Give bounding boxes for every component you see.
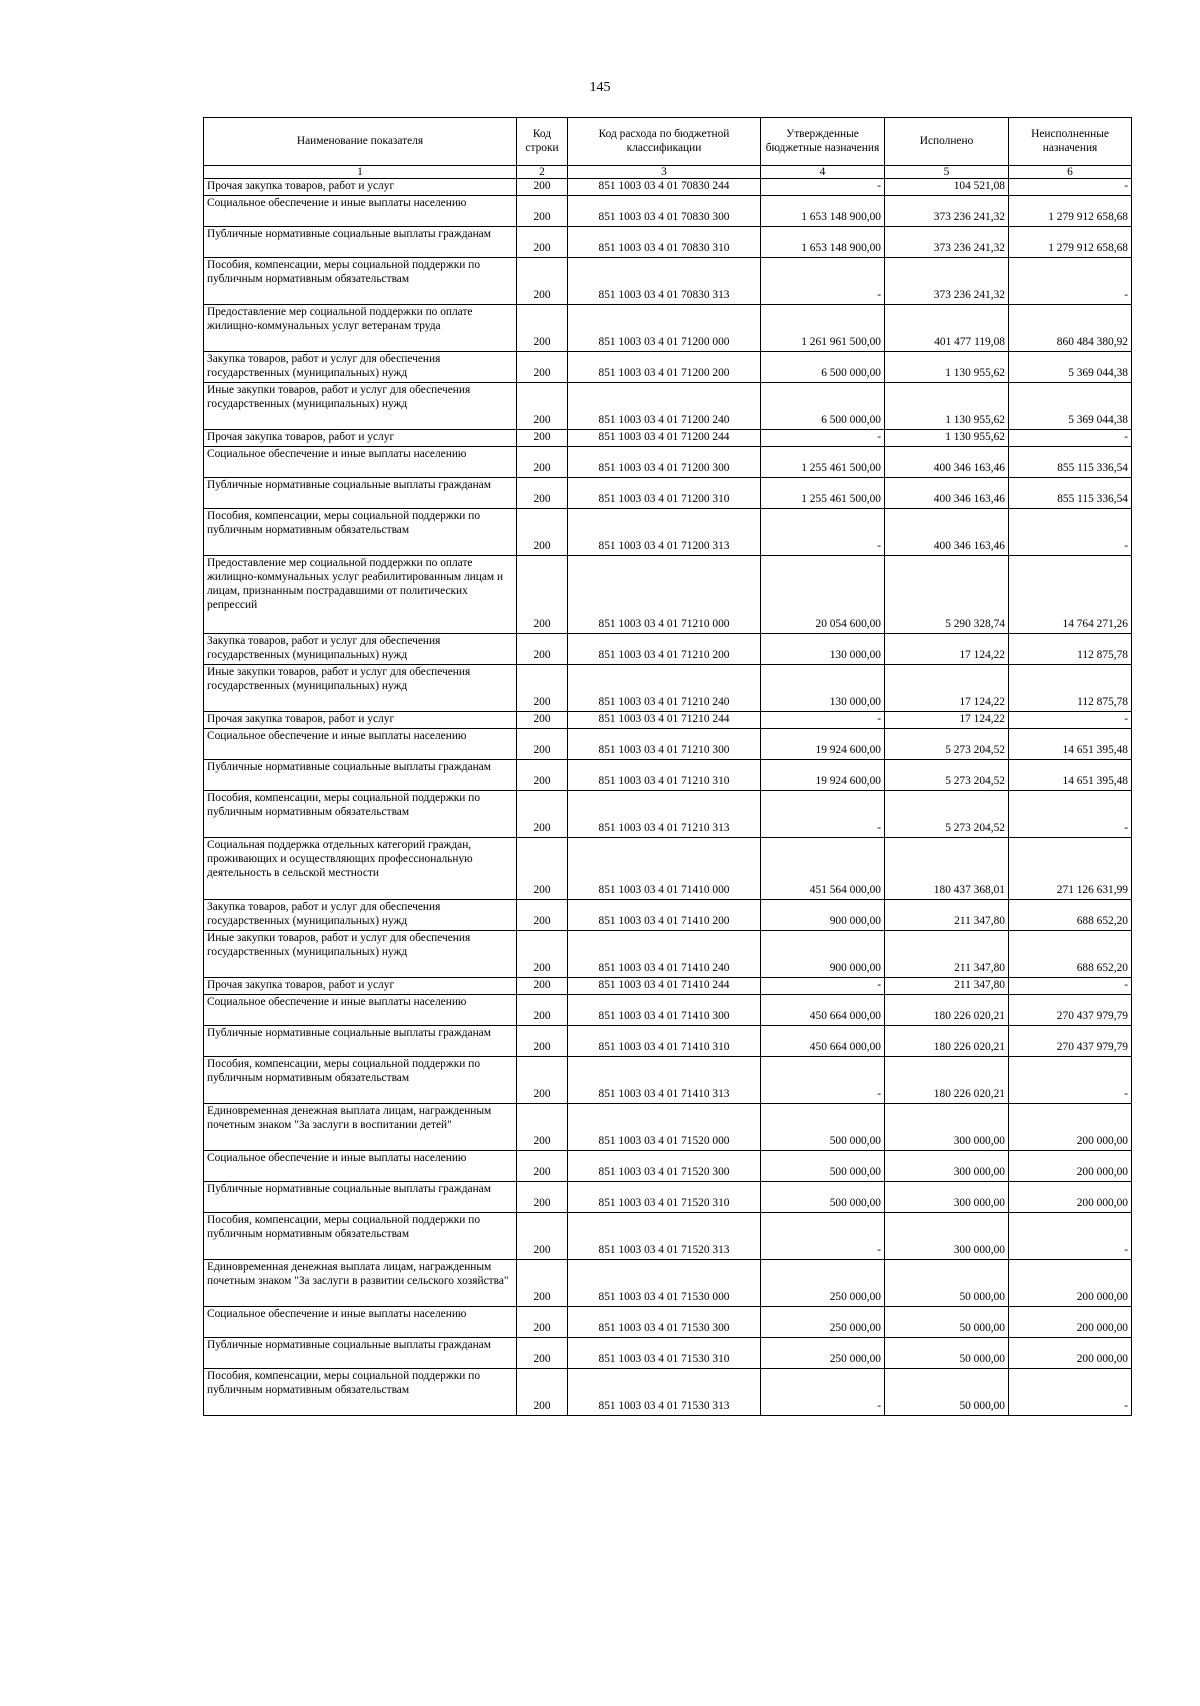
row-executed: 373 236 241,32 [885,257,1009,304]
row-unexecuted: 200 000,00 [1009,1259,1132,1306]
table-row [204,1103,1132,1150]
header-unexecuted: Неисполненные назначения [1009,118,1132,166]
row-approved: 450 664 000,00 [761,1025,885,1056]
row-approved: - [761,257,885,304]
row-expense-code: 851 1003 03 4 01 71210 200 [568,633,761,664]
row-executed: 1 130 955,62 [885,351,1009,382]
row-executed: 50 000,00 [885,1306,1009,1337]
row-line-code: 200 [517,1025,568,1056]
row-approved: - [761,508,885,555]
row-executed: 300 000,00 [885,1212,1009,1259]
table-row [204,977,1132,994]
budget-execution-table [203,117,1132,1416]
row-line-code: 200 [517,664,568,711]
row-unexecuted: 1 279 912 658,68 [1009,226,1132,257]
table-row [204,429,1132,446]
row-name: Закупка товаров, работ и услуг для обеспечения государственных (муниципальных) нужд [204,351,517,382]
row-unexecuted: - [1009,179,1132,196]
row-approved: 1 653 148 900,00 [761,226,885,257]
row-executed: 400 346 163,46 [885,477,1009,508]
table-row [204,304,1132,351]
row-unexecuted: 14 651 395,48 [1009,759,1132,790]
row-line-code: 200 [517,508,568,555]
header-executed: Исполнено [885,118,1009,166]
table-row [204,446,1132,477]
row-approved: 6 500 000,00 [761,351,885,382]
row-expense-code: 851 1003 03 4 01 71410 244 [568,977,761,994]
row-name: Закупка товаров, работ и услуг для обеспечения государственных (муниципальных) нужд [204,899,517,930]
row-line-code: 200 [517,759,568,790]
row-expense-code: 851 1003 03 4 01 71410 000 [568,837,761,899]
row-approved: 250 000,00 [761,1306,885,1337]
table-body [204,179,1132,1416]
row-unexecuted: 688 652,20 [1009,930,1132,977]
row-line-code: 200 [517,1337,568,1368]
row-unexecuted: - [1009,1056,1132,1103]
row-name: Пособия, компенсации, меры социальной поддержки по публичным нормативным обязательствам [204,1368,517,1415]
row-expense-code: 851 1003 03 4 01 71520 310 [568,1181,761,1212]
page-number: 145 [589,80,611,95]
row-unexecuted: 270 437 979,79 [1009,994,1132,1025]
row-unexecuted: 200 000,00 [1009,1103,1132,1150]
row-name: Социальное обеспечение и иные выплаты населению [204,994,517,1025]
row-unexecuted: 855 115 336,54 [1009,477,1132,508]
row-approved: - [761,179,885,196]
row-line-code: 200 [517,351,568,382]
row-approved: 451 564 000,00 [761,837,885,899]
row-line-code: 200 [517,728,568,759]
row-executed: 5 273 204,52 [885,728,1009,759]
row-line-code: 200 [517,711,568,728]
row-line-code: 200 [517,179,568,196]
row-unexecuted: 855 115 336,54 [1009,446,1132,477]
row-name: Единовременная денежная выплата лицам, награжденным почетным знаком "За заслуги в воспитании детей" [204,1103,517,1150]
table-row [204,728,1132,759]
row-executed: 300 000,00 [885,1181,1009,1212]
row-unexecuted: - [1009,711,1132,728]
row-executed: 180 226 020,21 [885,1025,1009,1056]
row-line-code: 200 [517,446,568,477]
row-line-code: 200 [517,1306,568,1337]
table-row [204,994,1132,1025]
row-approved: - [761,1368,885,1415]
row-name: Иные закупки товаров, работ и услуг для обеспечения государственных (муниципальных) нужд [204,930,517,977]
row-line-code: 200 [517,930,568,977]
row-name: Публичные нормативные социальные выплаты гражданам [204,1025,517,1056]
row-approved: 1 255 461 500,00 [761,446,885,477]
row-executed: 50 000,00 [885,1368,1009,1415]
row-expense-code: 851 1003 03 4 01 71210 313 [568,790,761,837]
row-executed: 180 226 020,21 [885,1056,1009,1103]
table-row [204,1306,1132,1337]
row-unexecuted: 5 369 044,38 [1009,351,1132,382]
row-approved: 19 924 600,00 [761,728,885,759]
row-name: Прочая закупка товаров, работ и услуг [204,977,517,994]
table-row [204,1368,1132,1415]
row-executed: 17 124,22 [885,664,1009,711]
row-executed: 17 124,22 [885,711,1009,728]
row-executed: 180 437 368,01 [885,837,1009,899]
column-number: 2 [517,166,568,179]
row-line-code: 200 [517,1181,568,1212]
row-approved: 1 255 461 500,00 [761,477,885,508]
header-name: Наименование показателя [204,118,517,166]
table-row [204,1181,1132,1212]
row-approved: - [761,1056,885,1103]
row-expense-code: 851 1003 03 4 01 70830 313 [568,257,761,304]
row-line-code: 200 [517,977,568,994]
row-approved: 900 000,00 [761,930,885,977]
row-unexecuted: 200 000,00 [1009,1181,1132,1212]
row-line-code: 200 [517,429,568,446]
header-approved: Утвержденные бюджетные назначения [761,118,885,166]
row-expense-code: 851 1003 03 4 01 71410 200 [568,899,761,930]
row-line-code: 200 [517,633,568,664]
row-line-code: 200 [517,1259,568,1306]
row-expense-code: 851 1003 03 4 01 71410 310 [568,1025,761,1056]
row-approved: - [761,790,885,837]
row-name: Социальное обеспечение и иные выплаты населению [204,728,517,759]
row-executed: 300 000,00 [885,1150,1009,1181]
row-name: Социальное обеспечение и иные выплаты населению [204,446,517,477]
row-name: Прочая закупка товаров, работ и услуг [204,711,517,728]
row-executed: 373 236 241,32 [885,195,1009,226]
row-approved: 130 000,00 [761,664,885,711]
row-executed: 211 347,80 [885,930,1009,977]
row-executed: 1 130 955,62 [885,382,1009,429]
row-expense-code: 851 1003 03 4 01 71520 000 [568,1103,761,1150]
row-expense-code: 851 1003 03 4 01 71410 300 [568,994,761,1025]
column-number: 4 [761,166,885,179]
row-line-code: 200 [517,304,568,351]
row-line-code: 200 [517,257,568,304]
row-approved: 450 664 000,00 [761,994,885,1025]
row-line-code: 200 [517,195,568,226]
row-executed: 1 130 955,62 [885,429,1009,446]
row-expense-code: 851 1003 03 4 01 71210 300 [568,728,761,759]
row-approved: - [761,429,885,446]
row-name: Пособия, компенсации, меры социальной поддержки по публичным нормативным обязательствам [204,1212,517,1259]
row-approved: 6 500 000,00 [761,382,885,429]
row-expense-code: 851 1003 03 4 01 71200 244 [568,429,761,446]
row-unexecuted: - [1009,257,1132,304]
row-approved: 19 924 600,00 [761,759,885,790]
table-row [204,179,1132,196]
row-unexecuted: 112 875,78 [1009,664,1132,711]
row-name: Иные закупки товаров, работ и услуг для обеспечения государственных (муниципальных) нужд [204,664,517,711]
row-name: Прочая закупка товаров, работ и услуг [204,429,517,446]
row-expense-code: 851 1003 03 4 01 71520 300 [568,1150,761,1181]
row-expense-code: 851 1003 03 4 01 71200 200 [568,351,761,382]
row-unexecuted: 5 369 044,38 [1009,382,1132,429]
row-line-code: 200 [517,1150,568,1181]
row-expense-code: 851 1003 03 4 01 70830 244 [568,179,761,196]
row-approved: 250 000,00 [761,1337,885,1368]
row-expense-code: 851 1003 03 4 01 71210 310 [568,759,761,790]
row-name: Публичные нормативные социальные выплаты гражданам [204,226,517,257]
row-expense-code: 851 1003 03 4 01 71410 240 [568,930,761,977]
row-expense-code: 851 1003 03 4 01 70830 310 [568,226,761,257]
row-line-code: 200 [517,477,568,508]
row-expense-code: 851 1003 03 4 01 71210 000 [568,555,761,633]
table-row [204,633,1132,664]
table-row [204,759,1132,790]
row-name: Предоставление мер социальной поддержки по оплате жилищно-коммунальных услуг ветеранам труда [204,304,517,351]
row-name: Социальное обеспечение и иные выплаты населению [204,1150,517,1181]
table-row [204,711,1132,728]
row-expense-code: 851 1003 03 4 01 71200 310 [568,477,761,508]
row-approved: 500 000,00 [761,1150,885,1181]
row-unexecuted: 860 484 380,92 [1009,304,1132,351]
table-row [204,1150,1132,1181]
column-number: 5 [885,166,1009,179]
row-approved: 500 000,00 [761,1181,885,1212]
row-expense-code: 851 1003 03 4 01 71520 313 [568,1212,761,1259]
table-row [204,899,1132,930]
table-header [204,118,1132,179]
row-unexecuted: - [1009,1368,1132,1415]
row-name: Закупка товаров, работ и услуг для обеспечения государственных (муниципальных) нужд [204,633,517,664]
table-row [204,930,1132,977]
row-unexecuted: 271 126 631,99 [1009,837,1132,899]
row-name: Пособия, компенсации, меры социальной поддержки по публичным нормативным обязательствам [204,790,517,837]
table-row [204,837,1132,899]
row-executed: 17 124,22 [885,633,1009,664]
row-executed: 50 000,00 [885,1337,1009,1368]
column-number: 6 [1009,166,1132,179]
row-expense-code: 851 1003 03 4 01 70830 300 [568,195,761,226]
table-row [204,257,1132,304]
row-name: Социальное обеспечение и иные выплаты населению [204,1306,517,1337]
row-name: Прочая закупка товаров, работ и услуг [204,179,517,196]
row-approved: 1 261 961 500,00 [761,304,885,351]
row-unexecuted: - [1009,508,1132,555]
row-expense-code: 851 1003 03 4 01 71530 310 [568,1337,761,1368]
row-executed: 211 347,80 [885,977,1009,994]
row-executed: 50 000,00 [885,1259,1009,1306]
row-executed: 211 347,80 [885,899,1009,930]
row-name: Публичные нормативные социальные выплаты гражданам [204,1337,517,1368]
row-executed: 180 226 020,21 [885,994,1009,1025]
row-unexecuted: - [1009,1212,1132,1259]
row-expense-code: 851 1003 03 4 01 71530 313 [568,1368,761,1415]
row-line-code: 200 [517,1368,568,1415]
row-expense-code: 851 1003 03 4 01 71200 000 [568,304,761,351]
row-name: Публичные нормативные социальные выплаты гражданам [204,477,517,508]
table-row [204,1259,1132,1306]
row-name: Иные закупки товаров, работ и услуг для обеспечения государственных (муниципальных) нужд [204,382,517,429]
row-name: Единовременная денежная выплата лицам, награжденным почетным знаком "За заслуги в развитии сельского хозяйства" [204,1259,517,1306]
row-line-code: 200 [517,1056,568,1103]
row-approved: 500 000,00 [761,1103,885,1150]
row-unexecuted: - [1009,977,1132,994]
row-name: Пособия, компенсации, меры социальной поддержки по публичным нормативным обязательствам [204,508,517,555]
table-row [204,195,1132,226]
row-unexecuted: 688 652,20 [1009,899,1132,930]
row-approved: 20 054 600,00 [761,555,885,633]
table-row [204,664,1132,711]
column-number: 1 [204,166,517,179]
row-approved: - [761,711,885,728]
row-line-code: 200 [517,994,568,1025]
row-name: Социальная поддержка отдельных категорий граждан, проживающих и осуществляющих профессиональную деятельность в сельской местности [204,837,517,899]
table-row [204,351,1132,382]
row-approved: 130 000,00 [761,633,885,664]
table-row [204,1337,1132,1368]
column-number: 3 [568,166,761,179]
row-line-code: 200 [517,226,568,257]
row-approved: 900 000,00 [761,899,885,930]
table-row [204,508,1132,555]
row-line-code: 200 [517,555,568,633]
table-row [204,226,1132,257]
row-expense-code: 851 1003 03 4 01 71410 313 [568,1056,761,1103]
row-name: Публичные нормативные социальные выплаты гражданам [204,1181,517,1212]
table-row [204,1212,1132,1259]
row-unexecuted: 14 764 271,26 [1009,555,1132,633]
header-line-code: Код строки [517,118,568,166]
row-executed: 400 346 163,46 [885,446,1009,477]
header-expense-code: Код расхода по бюджетной классификации [568,118,761,166]
row-line-code: 200 [517,790,568,837]
row-approved: 250 000,00 [761,1259,885,1306]
row-executed: 300 000,00 [885,1103,1009,1150]
row-unexecuted: 14 651 395,48 [1009,728,1132,759]
row-approved: - [761,977,885,994]
table-row [204,477,1132,508]
row-expense-code: 851 1003 03 4 01 71210 240 [568,664,761,711]
row-expense-code: 851 1003 03 4 01 71210 244 [568,711,761,728]
row-expense-code: 851 1003 03 4 01 71200 300 [568,446,761,477]
table-row [204,555,1132,633]
row-executed: 400 346 163,46 [885,508,1009,555]
row-unexecuted: 112 875,78 [1009,633,1132,664]
row-line-code: 200 [517,837,568,899]
table-row [204,1025,1132,1056]
row-line-code: 200 [517,899,568,930]
row-expense-code: 851 1003 03 4 01 71200 240 [568,382,761,429]
row-approved: 1 653 148 900,00 [761,195,885,226]
row-executed: 5 273 204,52 [885,759,1009,790]
row-line-code: 200 [517,1103,568,1150]
row-unexecuted: 200 000,00 [1009,1337,1132,1368]
row-unexecuted: 200 000,00 [1009,1306,1132,1337]
row-unexecuted: 1 279 912 658,68 [1009,195,1132,226]
row-unexecuted: 270 437 979,79 [1009,1025,1132,1056]
row-name: Пособия, компенсации, меры социальной поддержки по публичным нормативным обязательствам [204,257,517,304]
row-expense-code: 851 1003 03 4 01 71530 000 [568,1259,761,1306]
row-name: Публичные нормативные социальные выплаты гражданам [204,759,517,790]
row-name: Пособия, компенсации, меры социальной поддержки по публичным нормативным обязательствам [204,1056,517,1103]
row-line-code: 200 [517,382,568,429]
row-unexecuted: - [1009,790,1132,837]
row-unexecuted: 200 000,00 [1009,1150,1132,1181]
table-row [204,790,1132,837]
row-line-code: 200 [517,1212,568,1259]
row-executed: 401 477 119,08 [885,304,1009,351]
row-expense-code: 851 1003 03 4 01 71200 313 [568,508,761,555]
row-name: Предоставление мер социальной поддержки по оплате жилищно-коммунальных услуг реабилитированным лицам и лицам, признанным пострадавшими от политических репрессий [204,555,517,633]
row-expense-code: 851 1003 03 4 01 71530 300 [568,1306,761,1337]
table-row [204,1056,1132,1103]
row-unexecuted: - [1009,429,1132,446]
row-executed: 5 273 204,52 [885,790,1009,837]
row-name: Социальное обеспечение и иные выплаты населению [204,195,517,226]
row-executed: 5 290 328,74 [885,555,1009,633]
row-executed: 104 521,08 [885,179,1009,196]
row-approved: - [761,1212,885,1259]
row-executed: 373 236 241,32 [885,226,1009,257]
table-row [204,382,1132,429]
